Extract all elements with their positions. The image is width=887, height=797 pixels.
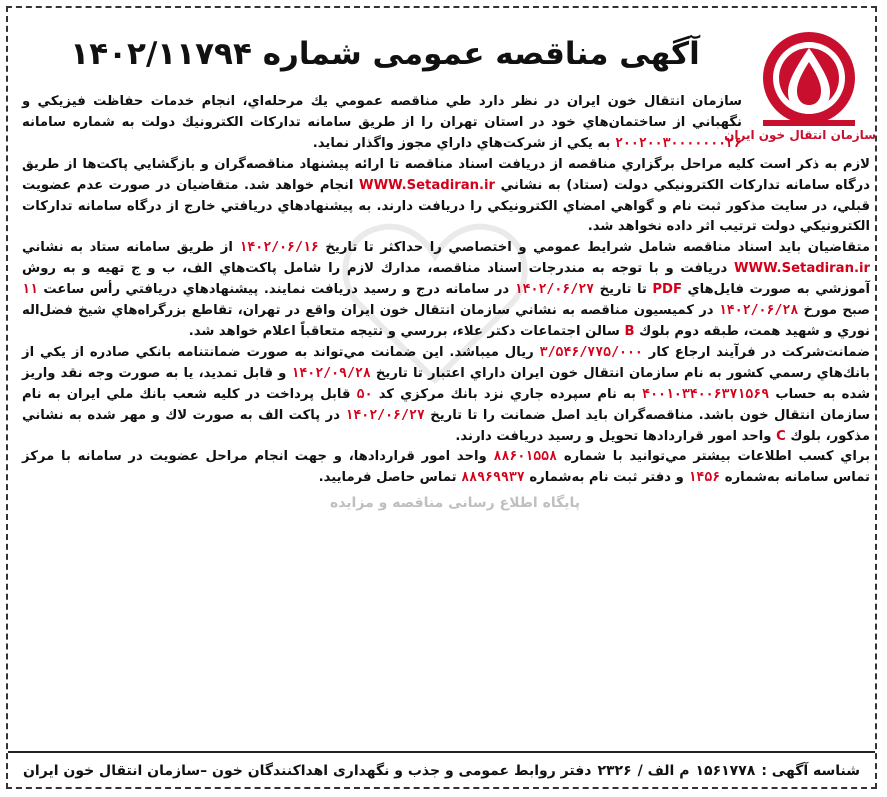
setad-link-2[interactable]: WWW.Setadiran.ir	[734, 261, 871, 277]
opening-hour: ۱۱	[22, 282, 38, 298]
watermark-text: پایگاه اطلاع رسانی مناقصه و مزایده	[329, 495, 581, 511]
opening-date: ۱۴۰۲/۰۶/۲۸	[718, 303, 799, 319]
ad-footer	[8, 751, 875, 789]
block-b: B	[624, 323, 635, 339]
tender-number: ۲۰۰۲۰۰۳۰۰۰۰۰۰۰۲۶	[614, 135, 742, 151]
paragraph-guarantee: ضمانت‌شركت در فرآيند ارجاع كار ۳/۵۴۶/۷۷۵/۰۰۰ ريال ميباشد. اين ضمانت مي‌تواند به صورت ضمانتنامه بانكي صادره از يكي از بانك‌هاي رسمي كشور به نام سازمان انتقال خون ايران داراي اعتبار تا تاريخ ۱۴۰۲/۰۹/۲۸ و قابل تمديد، يا به صورت وجه نقد واريز شده به حساب ۴۰۰۱۰۳۴۰۰۶۳۷۱۵۶۹ به نام سپرده جاري نزد بانك مركزي كد ۵۰ قابل پرداخت در كليه شعب بانك ملي ايران به نام سازمان انتقال خون باشد. مناقصه‌گران بايد اصل ضمانت را تا تاريخ ۱۴۰۲/۰۶/۲۷ در پاكت الف به صورت لاك و مهر شده به نشاني مذكور، بلوك C واحد امور قراردادها تحويل و رسيد دريافت دارند.	[22, 344, 871, 444]
page-title: آگهی مناقصه عمومی شماره ۱۴۰۲/۱۱۷۹۴	[70, 36, 700, 72]
phone-contracts: ۸۸۶۰۱۵۵۸	[493, 449, 558, 465]
account-number: ۴۰۰۱۰۳۴۰۰۶۳۷۱۵۶۹	[642, 386, 770, 402]
deadline-date: ۱۴۰۲/۰۶/۱۶	[239, 240, 319, 256]
block-c: C	[776, 428, 786, 444]
pdf-label: PDF	[652, 282, 682, 298]
ad-body	[22, 92, 870, 489]
paragraph-documents: متقاضيان بايد اسناد مناقصه شامل شرايط عمومي و اختصاصي را حداكثر تا تاريخ ۱۴۰۲/۰۶/۱۶ از طريق سامانه ستاد به نشاني WWW.Setadiran.ir دريافت و با توجه به مندرجات اسناد مناقصه، مدارك لازم را شامل پاكت‌هاي الف، ب و ج تهيه و به روش آموزشي به صورت فايل‌هاي PDF تا تاريخ ۱۴۰۲/۰۶/۲۷ در سامانه درج و رسيد دريافت نمايند. پيشنهادهاي دريافتي رأس ساعت ۱۱ صبح مورخ ۱۴۰۲/۰۶/۲۸ در كميسيون مناقصه به نشاني سازمان انتقال خون ايران واقع در تهران، تقاطع بزرگراه‌هاي شيخ فضل‌اله نوري و شهيد همت، طبقه دوم بلوك B سالن اجتماعات دكتر علاء، بررسي و نتيجه متعاقباً اعلام خواهد شد.	[22, 240, 871, 339]
ad-ref: ۲۳۲۶	[597, 763, 632, 779]
bank-code: ۵۰	[356, 386, 373, 402]
footer-mid: م الف /	[637, 763, 690, 779]
paragraph-intro: سازمان انتقال خون ايران در نظر دارد طي مناقصه عمومي يك مرحله‌اي، انجام خدمات حفاظت فيزيكي و نگهباني از ساختمان‌هاي خود در استان تهران را از طريق سامانه تداركات الكترونيك دولت به شماره سامانه ۲۰۰۲۰۰۳۰۰۰۰۰۰۰۲۶ به يكي از شركت‌هاي داراي مجوز واگذار نمايد.	[22, 94, 742, 151]
paragraph-process: لازم به ذكر است كليه مراحل برگزاري مناقصه از دريافت اسناد مناقصه تا ارائه پيشنهاد مناقصه‌گران و بازگشايي پاكت‌ها از طريق درگاه سامانه تداركات الكترونيكي دولت (ستاد) به نشاني WWW.Setadiran.ir انجام خواهد شد. متقاضيان در صورت عدم عضويت قبلي، در سايت مذكور ثبت نام و گواهي امضاي الكترونيكي را دريافت دارند. به پيشنهادهاي دريافتي خارج از درگاه سامانه تداركات الكترونيكي دولت ترتيب اثر داده نخواهد شد.	[22, 156, 870, 235]
paragraph-contact: براي كسب اطلاعات بيشتر مي‌توانيد با شماره ۸۸۶۰۱۵۵۸ واحد امور قراردادها، و جهت انجام مراحل عضويت در سامانه با مركز تماس سامانه به‌شماره ۱۴۵۶ و دفتر ثبت نام به‌شماره ۸۸۹۶۹۹۳۷ تماس حاصل فرماييد.	[22, 449, 871, 486]
guarantee-delivery-date: ۱۴۰۲/۰۶/۲۷	[345, 407, 425, 423]
phone-call-center: ۱۴۵۶	[688, 470, 721, 486]
footer-label: شناسه آگهی :	[761, 763, 861, 779]
setad-link[interactable]: WWW.Setadiran.ir	[359, 177, 496, 193]
guarantee-amount: ۳/۵۴۶/۷۷۵/۰۰۰	[539, 344, 643, 360]
guarantee-validity-date: ۱۴۰۲/۰۹/۲۸	[291, 365, 371, 381]
phone-registration: ۸۸۹۶۹۹۳۷	[461, 470, 525, 486]
footer-department: دفتر روابط عمومی و جذب و نگهداری اهداکنندگان خون –سازمان انتقال خون ایران	[22, 763, 592, 779]
logo-caption: سازمان انتقال خون ایران	[724, 128, 876, 142]
submission-date: ۱۴۰۲/۰۶/۲۷	[514, 282, 595, 298]
ad-id: ۱۵۶۱۷۷۸	[695, 763, 756, 779]
